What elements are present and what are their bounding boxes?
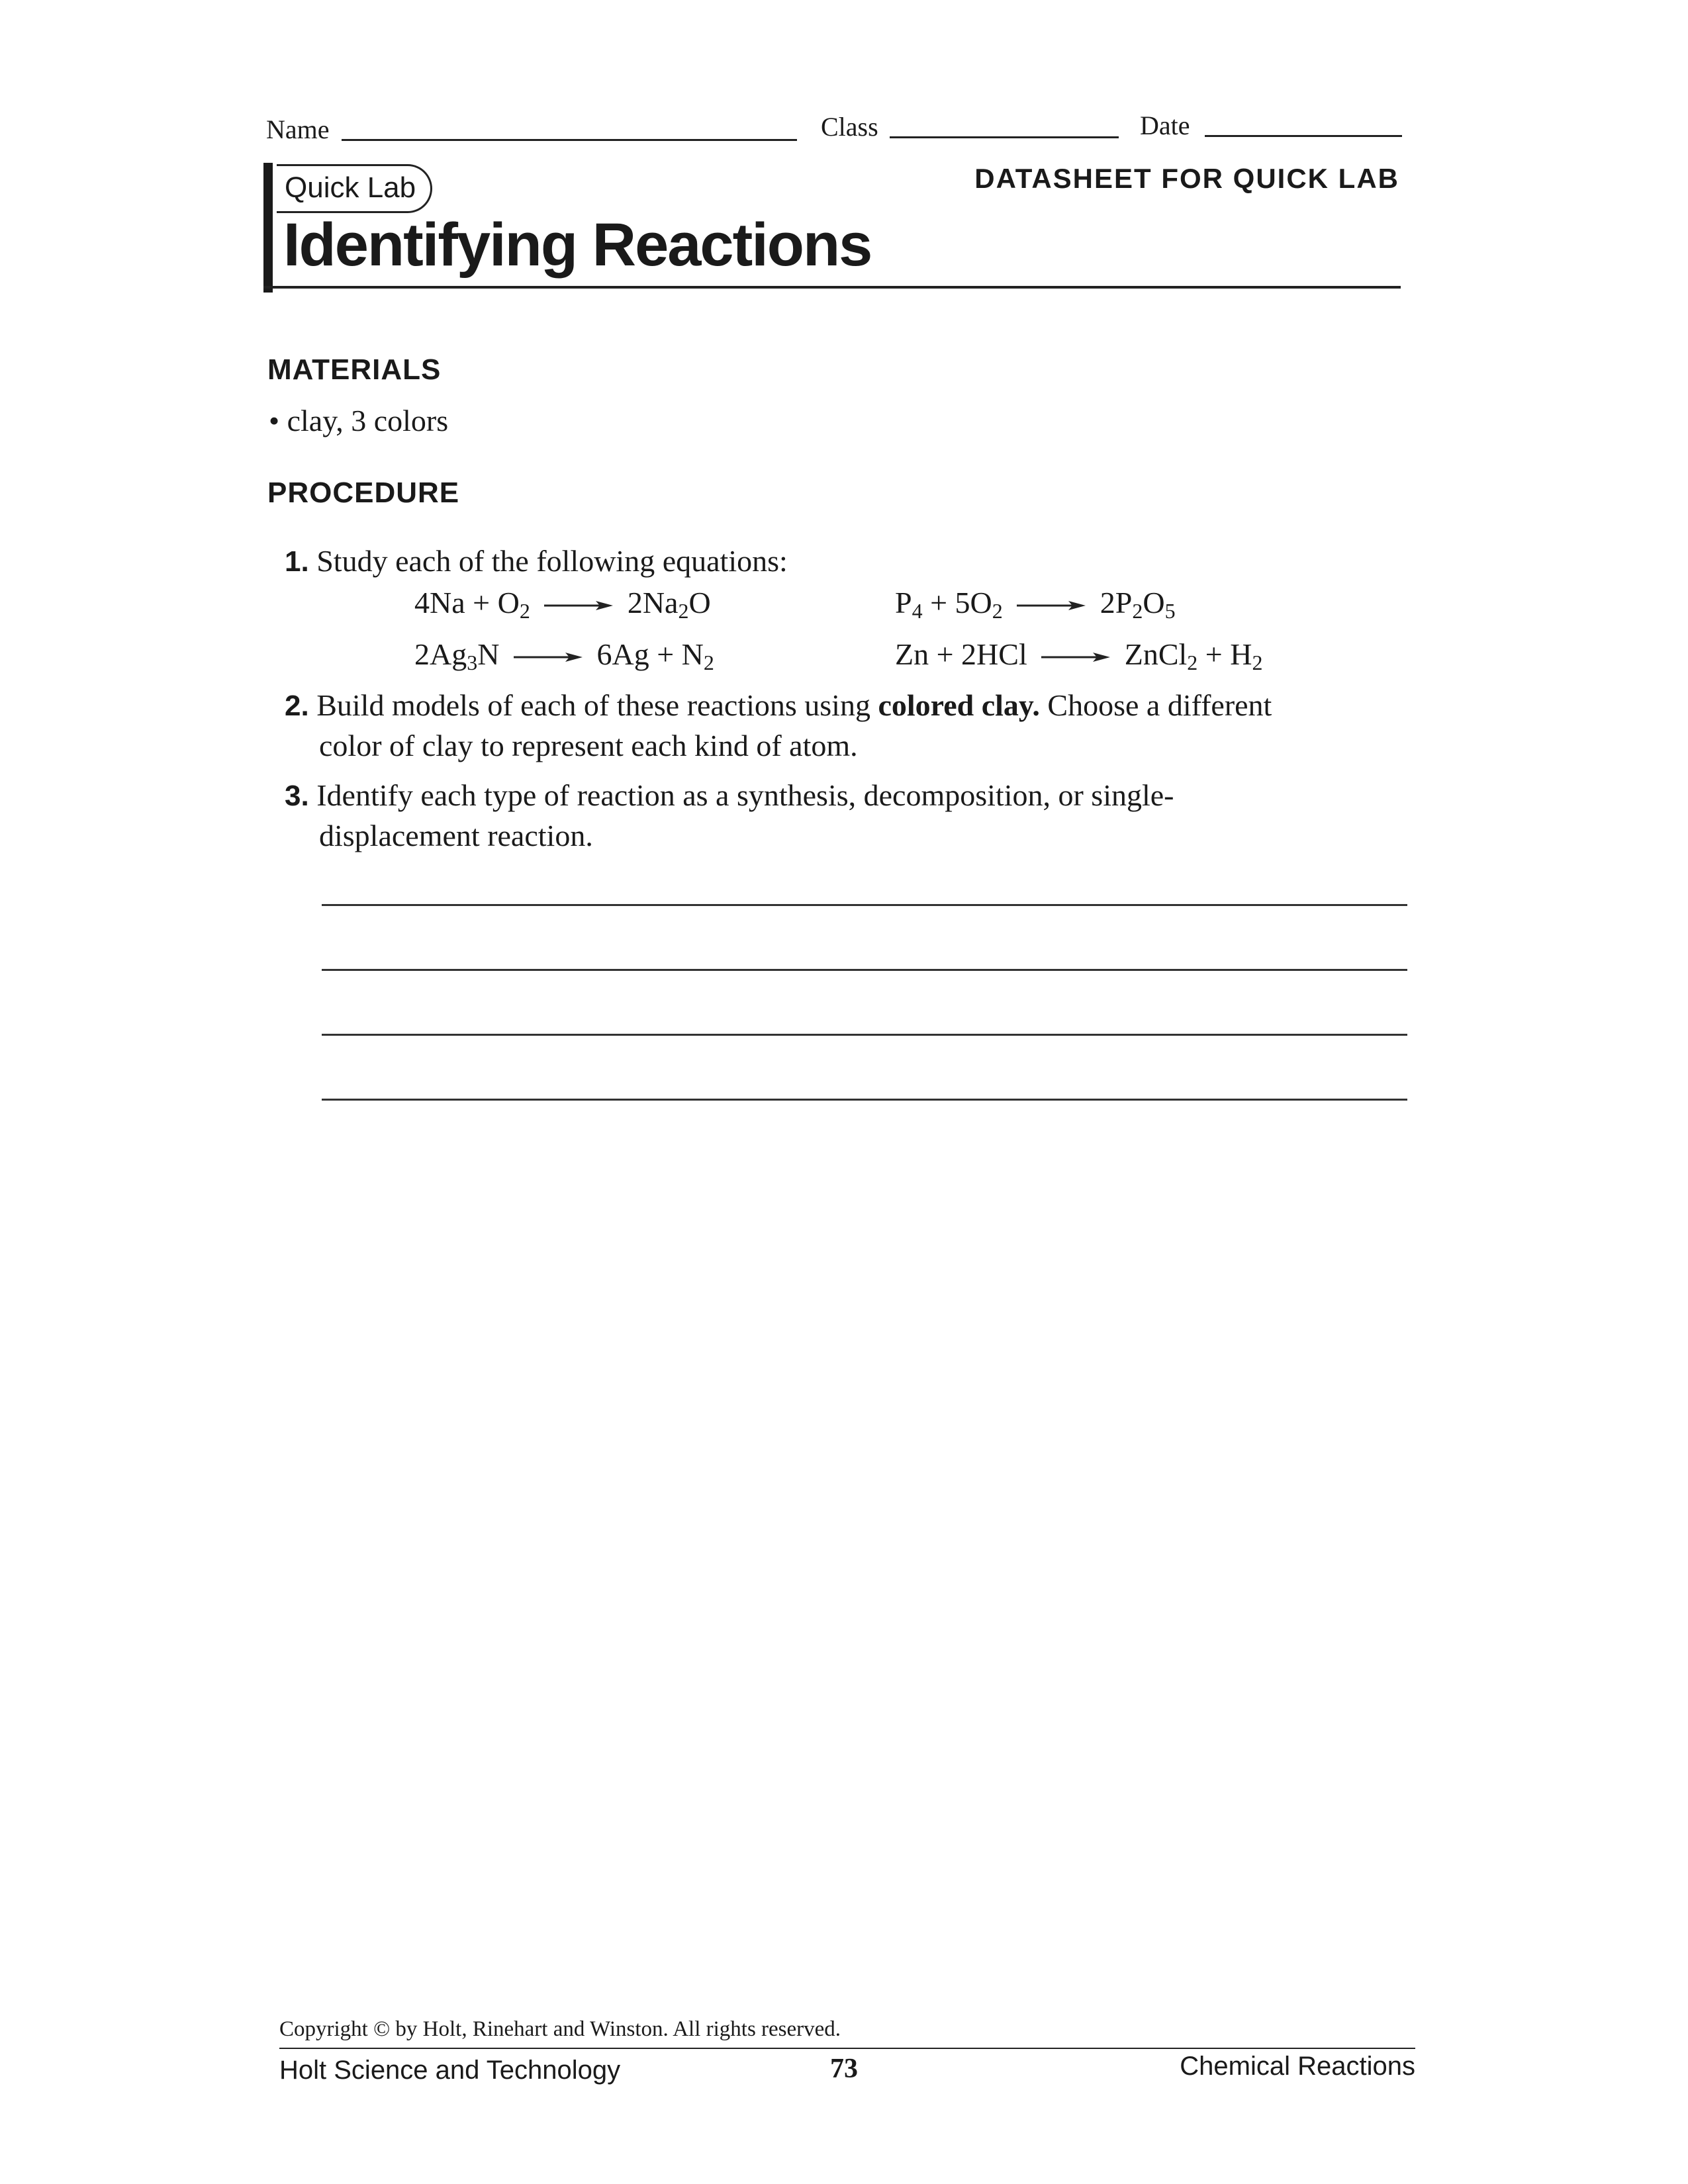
step-3: 3. Identify each type of reaction as a synthesis, decomposition, or single-displacement reaction.: [285, 778, 1174, 852]
class-field[interactable]: [890, 136, 1119, 138]
title-rule: [263, 286, 1401, 289]
equation-3: $2Ag_3N$ $6Ag + N_2$: [414, 637, 714, 674]
name-label: Name: [266, 114, 330, 144]
materials-heading: MATERIALS: [267, 353, 442, 386]
materials-item: • clay, 3 colors: [269, 404, 449, 437]
step-text: Study each of the following equations:: [316, 544, 788, 578]
step-number: 2.: [285, 690, 309, 722]
bullet-icon: •: [269, 404, 287, 437]
class-label: Class: [821, 112, 878, 142]
copyright: Copyright © by Holt, Rinehart and Winston. All rights reserved.: [279, 2017, 841, 2041]
arrow-icon: [512, 651, 584, 664]
date-field[interactable]: [1205, 135, 1402, 137]
answer-line-4[interactable]: [322, 1099, 1407, 1101]
name-field[interactable]: [342, 139, 797, 141]
answer-line-2[interactable]: [322, 969, 1407, 971]
title-bar: [263, 163, 273, 293]
footer-rule: [279, 2048, 1415, 2049]
footer-chapter: Chemical Reactions: [1180, 2052, 1415, 2081]
answer-line-1[interactable]: [322, 904, 1407, 906]
answer-line-3[interactable]: [322, 1034, 1407, 1036]
step-number: 3.: [285, 780, 309, 812]
equation-1: $4Na + O_2$ $2Na_2O$: [414, 586, 711, 623]
quick-lab-badge: Quick Lab: [277, 164, 432, 213]
procedure-heading: PROCEDURE: [267, 477, 460, 509]
page-title: Identifying Reactions: [283, 211, 872, 279]
equation-4: Zn + 2HCl ZnCl$_2$ + $H_2$: [895, 637, 1263, 674]
footer-publisher: Holt Science and Technology: [279, 2056, 621, 2085]
arrow-icon: [1040, 651, 1111, 664]
step-1: [285, 541, 788, 582]
page-number: 73: [830, 2054, 858, 2084]
date-label: Date: [1140, 111, 1190, 140]
arrow-icon: [1015, 599, 1087, 612]
datasheet-label: DATASHEET FOR QUICK LAB: [974, 163, 1399, 194]
arrow-icon: [543, 599, 614, 612]
step-2: 2. Build models of each of these reactions using colored clay. Choose a different color of clay to represent each kind of atom.: [285, 688, 1272, 762]
step-number: 1.: [285, 545, 309, 578]
equation-2: $P_4 + 5O_2$ $2P_2O_5$: [895, 586, 1176, 623]
